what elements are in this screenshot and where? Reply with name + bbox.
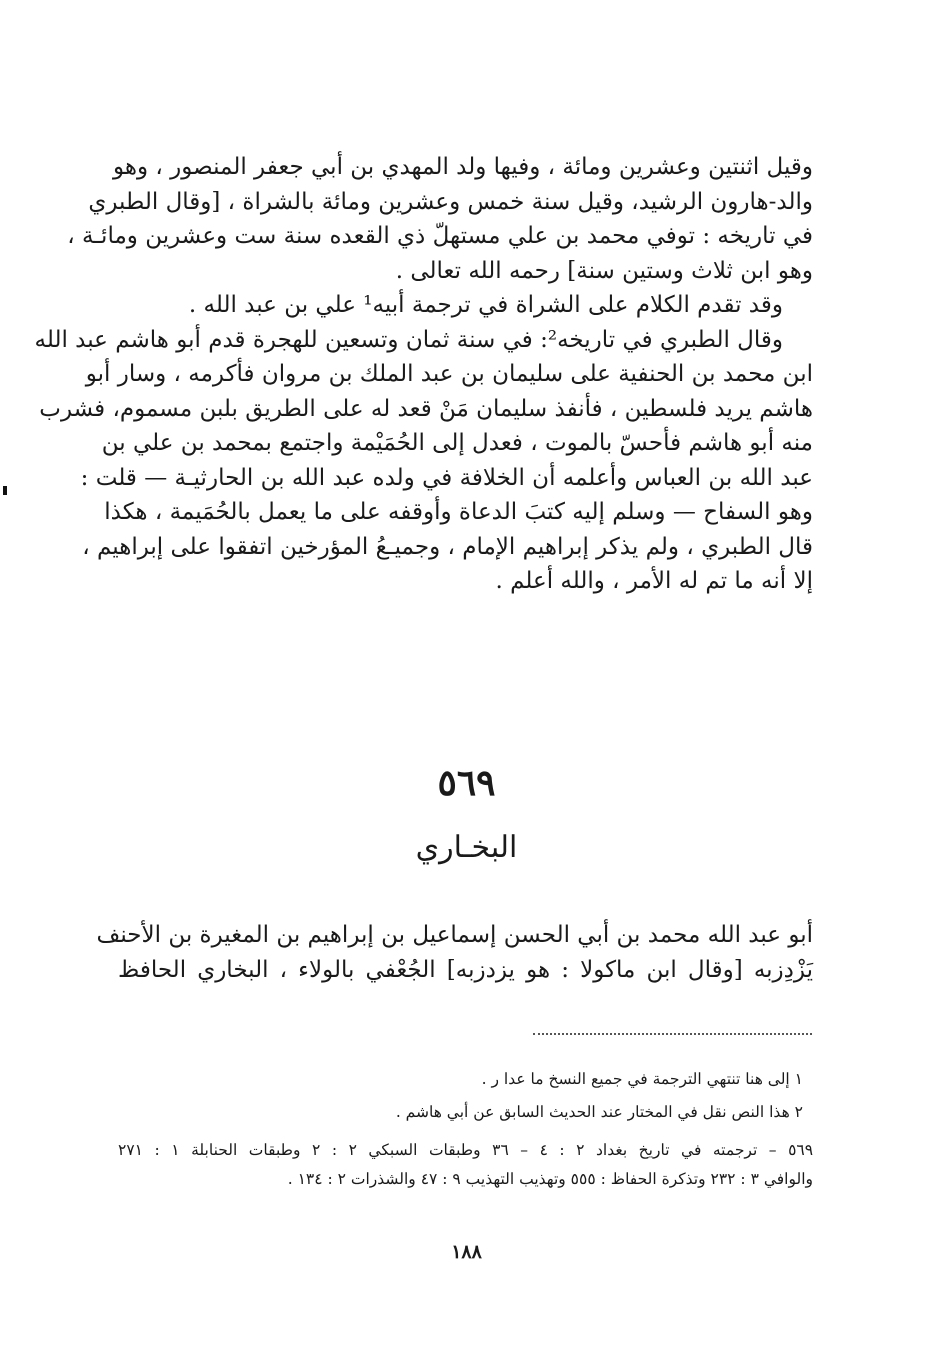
text-line: والد-هارون الرشيد، وقيل سنة خمس وعشرين ومائة بالشراة ، [وقال الطبري <box>88 188 813 215</box>
footnote-569-cont: والوافي ٣ : ٢٣٢ وتذكرة الحفاظ : ٥٥٥ وتهذيب التهذيب ٩ : ٤٧ والشذرات ٢ : ١٣٤ . <box>287 1170 813 1188</box>
text-line: يَزْدِزبه [وقال ابن ماكولا : هو يزدزبه] الجُعْفي بالولاء ، البخاري الحافظ <box>118 956 813 983</box>
footnotes <box>118 1066 813 1193</box>
scan-mark <box>3 486 7 495</box>
main-text <box>34 150 813 599</box>
text-line: وقال الطبري في تاريخه²: في سنة ثمان وتسعين للهجرة قدم أبو هاشم عبد الله <box>34 326 783 353</box>
text-line: وقد تقدم الكلام على الشراة في ترجمة أبيه¹ علي بن عبد الله . <box>188 292 783 318</box>
entry-title: البخـاري <box>415 830 518 865</box>
footnote-569: ٥٦٩ – ترجمته في تاريخ بغداد ٢ : ٤ – ٣٦ وطبقات السبكي ٢ : ٢ وطبقات الحنابلة ١ : ٢٧١ <box>118 1141 814 1159</box>
footnote-1: ١ إلى هنا تنتهي الترجمة في جميع النسخ ما عدا ر . <box>481 1070 803 1088</box>
text-line: ابن محمد بن الحنفية على سليمان بن عبد الملك بن مروان فأكرمه ، وسار أبو <box>85 361 813 387</box>
footnote-divider <box>533 1033 812 1035</box>
text-line: عبد الله بن العباس وأعلمه أن الخلافة في ولده عبد الله بن الحارثيـة — قلت : <box>80 464 813 491</box>
text-line: وهو السفاح — وسلم إليه كتبَ الدعاة وأوقفه على ما يعمل بالحُمَيمة ، هكذا <box>104 499 813 525</box>
text-line: إلا أنه ما تم له الأمر ، والله أعلم . <box>495 568 813 594</box>
text-line: في تاريخه : توفي محمد بن علي مستهلّ ذي القعده سنة ست وعشرين ومائـة ، <box>67 223 813 249</box>
text-line: وهو ابن ثلاث وستين سنة] رحمه الله تعالى . <box>395 257 813 284</box>
page-number: ١٨٨ <box>451 1241 482 1263</box>
text-line: أبو عبد الله محمد بن أبي الحسن إسماعيل بن إبراهيم بن المغيرة بن الأحنف <box>96 922 813 948</box>
entry-text <box>96 918 813 987</box>
text-line: قال الطبري ، ولم يذكر إبراهيم الإمام ، وجميـعُ المؤرخين اتفقوا على إبراهيم ، <box>82 533 813 560</box>
text-line: وقيل اثنتين وعشرين ومائة ، وفيها ولد المهدي بن أبي جعفر المنصور ، وهو <box>113 154 813 180</box>
text-line: هاشم يريد فلسطين ، فأنفذ سليمان مَنْ قعد له على الطريق بلبن مسموم، فشرب <box>39 395 813 422</box>
text-line: منه أبو هاشم فأحسّ بالموت ، فعدل إلى الحُمَيْمة واجتمع بمحمد بن علي بن <box>101 430 813 456</box>
entry-number: ٥٦٩ <box>437 762 496 804</box>
footnote-2: ٢ هذا النص نقل في المختار عند الحديث السابق عن أبي هاشم . <box>395 1103 803 1121</box>
